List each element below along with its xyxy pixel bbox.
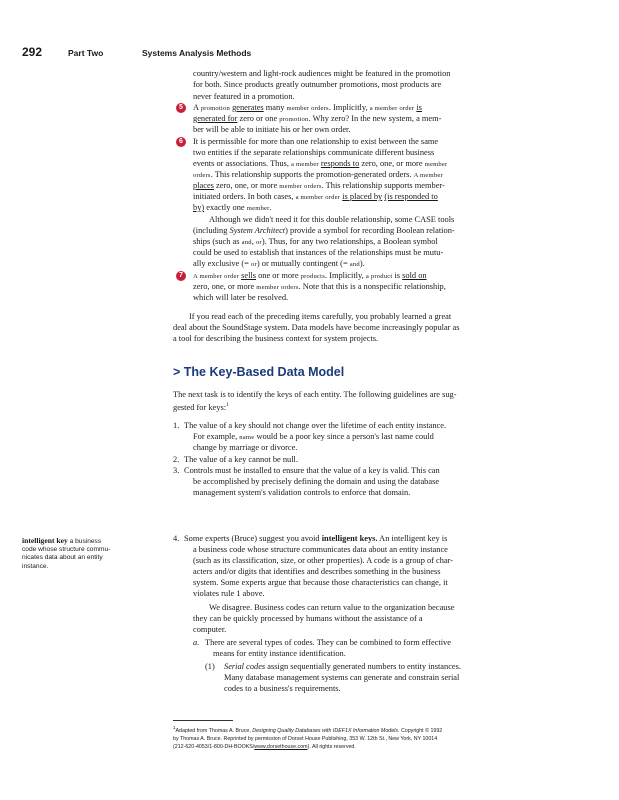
text-line: could be used to establish that instances of the relationships must be mutu- [193,248,444,257]
text-line: A promotion generates many member orders. Implicitly, a member order is [193,103,422,112]
text-line: Many database management systems can generate and constrain serial [224,673,460,682]
footnote-link[interactable]: www.dorsethouse.com [254,744,308,751]
section-heading: > The Key-Based Data Model [173,365,345,379]
page-number: 292 [22,45,43,59]
text-line: (such as its classification, size, or other properties). A code is a group of char- [193,556,454,565]
text-line: codes to a business's requirements. [224,684,341,693]
margin-definition: intelligent key a business code whose structure commu- nicates data about an entity instance. [22,536,111,570]
list-number: 1. [173,421,180,430]
callout-number-7: 7 [176,271,186,281]
text-line: computer. [193,625,227,634]
list-letter: a. [193,638,200,647]
text-line: management system's validation controls to enforce that domain. [193,488,411,497]
text-line: two entities if the separate relationships communicate different business [193,148,435,157]
text-line: For example, name would be a poor key since a person's last name could [193,432,434,441]
text-line: The value of a key cannot be null. [184,455,298,464]
text-line: Although we didn't need it for this double relationship, some CASE tools [209,215,455,224]
text-line: acters and/or digits that identifies and describes something in the business [193,567,441,576]
text-line: ships (such as and, or). Thus, for any two relationships, a Boolean symbol [193,237,438,246]
footnote-ref: 1 [226,402,229,408]
text-line: country/western and light-rock audiences might be featured in the promotion [193,69,451,78]
text-line: If you read each of the preceding items carefully, you probably learned a great [189,312,452,321]
text-line: orders. This relationship supports the promotion-generated orders. A member [193,170,443,179]
text-line: violates rule 1 above. [193,589,265,598]
list-number: 3. [173,466,180,475]
list-number: 4. [173,534,180,543]
glossary-term: intelligent key [22,536,68,545]
callout-number-6: 6 [176,137,186,147]
text-line: for both. Since products greatly outnumber promotions, most products are [193,80,442,89]
text-line: they can be quickly processed by humans without the assistance of a [193,614,423,623]
text-line: events or associations. Thus, a member responds to zero, one, or more member [193,159,448,168]
text-line: means for entity instance identification. [213,649,346,658]
text-line: We disagree. Business codes can return value to the organization because [209,603,455,612]
text-line: initiated orders. In both cases, a member order is placed by (is responded to [193,192,438,201]
text-line: zero, one, or more member orders. Note that this is a nonspecific relationship, [193,282,446,291]
text-line: system. Some experts argue that because those characteristics can change, it [193,578,448,587]
text-line: change by marriage or divorce. [193,443,298,452]
text-line: Serial codes assign sequentially generated numbers to entity instances. [224,662,462,671]
list-number: 2. [173,455,180,464]
callout-number-5: 5 [176,103,186,113]
chapter-title: Systems Analysis Methods [142,48,252,58]
text-line: gested for keys:$^1$ [173,402,229,412]
part-label: Part Two [68,48,104,58]
text-line: It is permissible for more than one relationship to exist between the same [193,137,439,146]
text-line: never featured in a promotion. [193,92,295,101]
text-line: The next task is to identify the keys of each entity. The following guidelines are sug- [173,390,457,399]
footnote: $^1$Adapted from Thomas A. Bruce, Designing Quality Databases with IDEF1X Information Models. Copyright © 1992 by Thomas A. Bruce. Reprinted by permission of Dorset House Publishing, 353 W. 12th St., New York, NY 10014 (212-620-4053/1-800-DH-BOOKS/www.dorsethouse.com). All rights reserved. [173,725,443,751]
footnote-divider [173,720,233,721]
text-line: ally exclusive (= or) or mutually contingent (= and). [193,259,365,268]
text-line: which will later be resolved. [193,293,289,302]
text-line: There are several types of codes. They can be combined to form effective [205,638,451,647]
text-line: by) exactly one member. [193,203,272,212]
text-line: a business code whose structure communicates data about an entity instance [193,545,448,554]
text-line: The value of a key should not change over the lifetime of each entity instance. [184,421,447,430]
text-line: be accomplished by precisely defining the domain and using the database [193,477,440,486]
text-line: (including System Architect) provide a symbol for recording Boolean relation- [193,226,455,235]
text-line: A member order sells one or more products. Implicitly, a product is sold on [193,271,427,280]
text-line: deal about the SoundStage system. Data models have become increasingly popular as [173,323,460,332]
text-line: Controls must be installed to ensure that the value of a key is valid. This can [184,466,440,475]
text-line: Some experts (Bruce) suggest you avoid intelligent keys. An intelligent key is [184,534,448,543]
text-line: generated for zero or one promotion. Why zero? In the new system, a mem- [193,114,442,123]
text-line: a tool for describing the business context for system projects. [173,334,379,343]
text-line: ber will be able to initiate his or her own order. [193,125,351,134]
text-line: places zero, one, or more member orders. This relationship supports member- [193,181,445,190]
list-number: (1) [205,662,215,671]
